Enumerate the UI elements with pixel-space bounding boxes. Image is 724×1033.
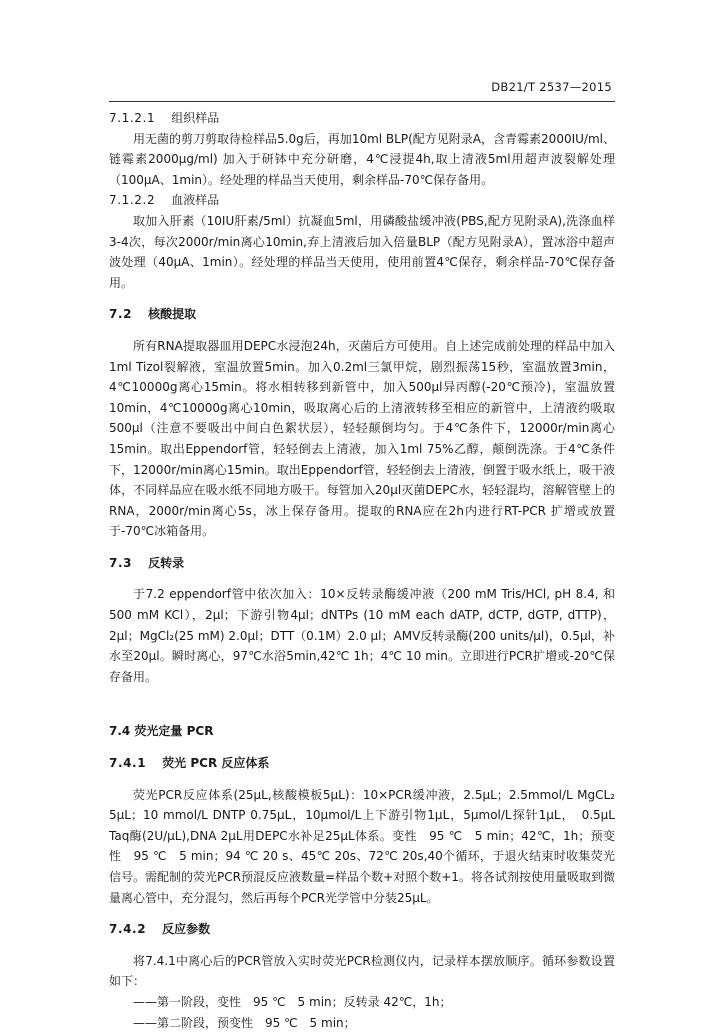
section-7-1-2-2-paragraph: 取加入肝素（10IU肝素/5ml）抗凝血5ml，用磷酸盐缓冲液(PBS,配方见附录A),洗涤血样3-4次，每次2000r/min离心10min,弃上清液后加入倍量BLP（配方见附录A），置冰浴中超声波处理（40μA、1min）。经处理的样品当天使用，使用前置4℃保存，剩余样品-70℃保存备用。: [109, 213, 615, 290]
section-7-4-1-heading: [109, 753, 615, 774]
section-title: 核酸提取: [148, 307, 197, 322]
section-7-4-heading: 7.4 荧光定量 PCR: [109, 724, 214, 739]
section-7-1-2-1-heading: [109, 108, 615, 129]
section-7-4-2-heading: [109, 919, 615, 940]
section-7-2-heading: [109, 304, 615, 325]
section-number: 7.1.2.1: [109, 111, 156, 125]
section-title: 血液样品: [171, 193, 220, 208]
section-number: 7.4.1: [109, 756, 147, 771]
spacer: [109, 573, 615, 584]
section-7-4-2-paragraph: 将7.4.1中离心后的PCR管放入实时荧光PCR检测仪内，记录样本摆放顺序。循环参数设置如下：: [109, 953, 615, 989]
section-number: 7.1.2.2: [109, 193, 156, 208]
spacer: [109, 940, 615, 951]
spacer: [109, 687, 615, 721]
document-number: DB21/T 2537—2015: [491, 80, 612, 94]
section-7-4-1-paragraph: 荧光PCR反应体系(25μL,核酸模板5μL)：10×PCR缓冲液，2.5μL；2.5mmol/L MgCL₂ 5μL；10 mmol/L DNTP 0.75μL，10μmol/L上下游引物1μL，5μmol/L探针1μL， 0.5μL Taq酶(2U/μL),DNA 2μL用DEPC水补足25μL体系。变性 95 ℃ 5 min；42℃，1h；预变性 95 ℃ 5 min；94 ℃ 20 s、45℃ 20s、72℃ 20s,40个循环，于退火结束时收集荧光信号。需配制的荧光PCR预混反应液数量=样品个数+对照个数+1。将各试剂按使用量吸取到微量离心管中，充分混匀，然后再每个PCR光学管中分装25μL。: [109, 787, 615, 905]
header-divider: [109, 101, 615, 102]
spacer: [109, 542, 615, 553]
section-7-2-paragraph: 所有RNA提取器皿用DEPC水浸泡24h，灭菌后方可使用。自上述完成前处理的样品中加入1ml Tizol裂解液，室温放置5min。加入0.2ml三氯甲烷，剧烈振荡15秒，室温放置3min，4℃10000g离心15min。将水相转移到新管中，加入500μl异丙醇(-20℃预冷)，室温放置10min，4℃10000g离心10min，吸取离心后的上清液转移至相应的新管中，上清液约吸取500μl（注意不要吸出中间白色絮状层），轻轻颠倒均匀。于4℃条件下，12000r/min离心15min。取出Eppendorf管，轻轻倒去上清液，加入1ml 75%乙醇，颠倒洗涤。于4℃条件下，12000r/min离心15min。取出Eppendorf管，轻轻倒去上清液，倒置于吸水纸上，吸干液体，不同样品应在吸水纸不同地方吸干。每管加入20μl灭菌DEPC水，轻轻混均，溶解管壁上的RNA，2000r/min离心5s，冰上保存备用。提取的RNA应在2h内进行RT-PCR 扩增或放置于-70℃冰箱备用。: [109, 338, 615, 539]
spacer: [109, 742, 615, 753]
list-item: ——第二阶段，预变性 95 ℃ 5 min；: [133, 1015, 356, 1030]
section-number: 7.2: [109, 307, 133, 322]
document-body: [109, 108, 615, 1033]
section-title: 荧光 PCR 反应体系: [162, 756, 270, 771]
section-number: 7.4.2: [109, 922, 147, 937]
spacer: [109, 293, 615, 304]
spacer: [109, 325, 615, 336]
section-7-1-2-1-paragraph: 用无菌的剪刀剪取待检样品5.0g后，再加10ml BLP(配方见附录A，含青霉素2000IU/ml、链霉素2000μg/ml) 加入于研钵中充分研磨，4℃浸提4h,取上清液5ml用超声波裂解处理（100μA、1min）。经处理的样品当天使用，剩余样品-70℃保存备用。: [109, 131, 615, 187]
section-7-1-2-2-heading: [109, 190, 615, 211]
section-number: 7.3: [109, 555, 133, 570]
section-title: 反应参数: [162, 922, 211, 937]
section-7-3-paragraph: 于7.2 eppendorf管中依次加入：10×反转录酶缓冲液（200 mM Tris/HCl, pH 8.4, 和500 mM KCl），2μl；下游引物4μl；dNTPs (10 mM each dATP, dCTP, dGTP, dTTP)，2μl；MgCl₂(25 mM) 2.0μl；DTT（0.1M）2.0 μl；AMV反转录酶(200 units/μl)，0.5μl，补水至20μl。瞬时离心，97℃水浴5min,42℃ 1h；4℃ 10 min。立即进行PCR扩增或-20℃保存备用。: [109, 587, 615, 684]
list-item: ——第一阶段，变性 95 ℃ 5 min；反转录 42℃，1h；: [133, 994, 452, 1009]
section-7-3-heading: [109, 553, 615, 574]
section-title: 组织样品: [171, 111, 220, 125]
spacer: [109, 908, 615, 919]
section-title: 反转录: [148, 555, 185, 570]
spacer: [109, 774, 615, 785]
